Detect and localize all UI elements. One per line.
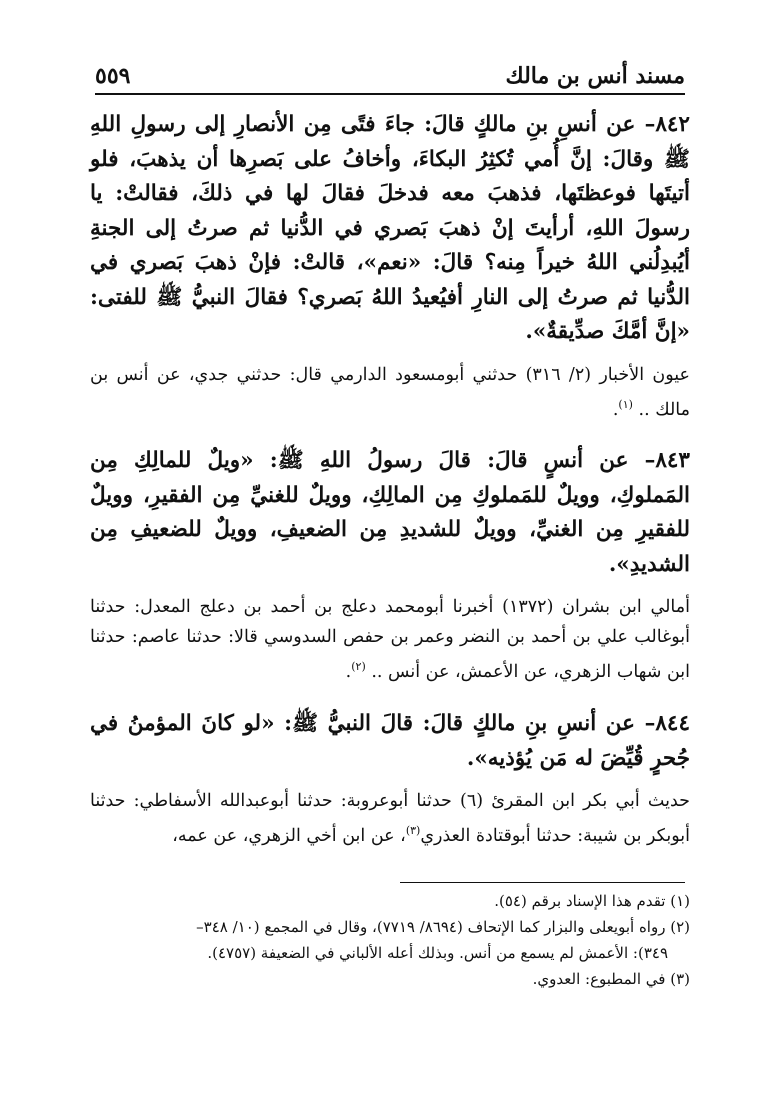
hadith-843 — [90, 444, 690, 582]
footnotes — [90, 888, 690, 992]
hadith-844-source — [90, 786, 690, 851]
running-title: مسند أنس بن مالك — [505, 63, 685, 89]
hadith-number: ٨٤٢– — [644, 112, 690, 137]
footnote-divider — [400, 882, 685, 883]
footnote-2-continuation: ٣٤٩): الأعمش لم يسمع من أنس. وبذلك أعله الألباني في الضعيفة (٤٧٥٧). — [207, 944, 668, 962]
footnote-ref: (٣) — [405, 824, 421, 838]
footnote-2: (٢) رواه أبويعلى والبزار كما الإتحاف (٨٦٩٤/ ٧٧١٩)، وقال في المجمع (١٠/ ٣٤٨– — [196, 918, 690, 936]
hadith-number: ٨٤٤– — [644, 711, 690, 737]
hadith-842 — [90, 108, 690, 350]
main-content — [90, 100, 690, 851]
hadith-844 — [90, 707, 690, 776]
source-citation: حديث أبي بكر ابن المقرئ (٦) حدثنا أبوعروبة: حدثنا أبوعبدالله الأسفاطي: حدثنا أبوبكر بن شيبة: حدثنا أبوقتادة العذري — [90, 791, 690, 846]
hadith-number: ٨٤٣– — [644, 448, 690, 474]
source-citation-tail: ، عن ابن أخي الزهري، عن عمه، — [172, 825, 406, 846]
source-citation: عيون الأخبار (٢/ ٣١٦) حدثني أبومسعود الدارمي قال: حدثني جدي، عن أنس بن مالك .. — [90, 364, 690, 420]
page-header — [95, 62, 685, 90]
source-citation: أمالي ابن بشران (١٣٧٢) أخبرنا أبومحمد دعلج بن أحمد بن دعلج المعدل: حدثنا أبوغالب علي بن أحمد بن النضر وعمر بن حفص السدوسي قالا: حدثنا عاصم: حدثنا ابن شهاب الزهري، عن الأعمش، عن أنس .. — [90, 597, 690, 683]
page-number: ٥٥٩ — [95, 63, 131, 89]
footnote-ref: (١) — [618, 397, 633, 411]
footnote-ref: (٢) — [351, 660, 366, 674]
footnote-3: (٣) في المطبوع: العدوي. — [532, 970, 690, 988]
hadith-843-source: أمالي ابن بشران (١٣٧٢) أخبرنا أبومحمد دعلج بن أحمد بن دعلج المعدل: حدثنا أبوغالب علي بن أحمد بن النضر وعمر بن حفص السدوسي قالا: حدثنا عاصم: حدثنا ابن شهاب الزهري، عن الأعمش، عن أنس .. $^{(٢)}$. — [90, 597, 690, 683]
hadith-body: عن أنسِ بنِ مالكٍ قالَ: جاءَ فتًى مِن الأنصارِ إلى رسولِ اللهِ ﷺ وقالَ: إنَّ أُمي تُكثِرُ البكاءَ، وأخافُ على بَصرِها أن يذهبَ، فلو أتيتَها فوعظتَها، فذهبَ معه فدخلَ فقالَ لها في ذلكَ، فقالتْ: يا رسولَ اللهِ، أرأيتَ إنْ ذهبَ بَصري في الدُّنيا ثم صرتُ إلى الجنةِ أيُبدِلُني اللهُ خيراً مِنه؟ قالَ: «نعم»، قالتْ: فإنْ ذهبَ بَصري في الدُّنيا ثم صرتُ إلى النارِ أفيُعيدُ اللهُ بَصري؟ فقالَ النبيُّ ﷺ للفتى: «إنَّ أمَّكَ صدِّيقةٌ». — [90, 112, 690, 344]
hadith-body: عن أنسِ بنِ مالكٍ قالَ: قالَ النبيُّ ﷺ: «لو كانَ المؤمنُ في جُحرٍ قُيِّضَ له مَن يُؤذيه». — [90, 711, 690, 771]
hadith-842-source: عيون الأخبار (٢/ ٣١٦) حدثني أبومسعود الدارمي قال: حدثني جدي، عن أنس بن مالك .. $^{(١)}$. — [90, 364, 690, 420]
hadith-body: عن أنسٍ قالَ: قالَ رسولُ اللهِ ﷺ: «ويلٌ للمالِكِ مِن المَملوكِ، وويلٌ للمَملوكِ مِن المالِكِ، وويلٌ للغنيِّ مِن الفقيرِ، وويلٌ للفقيرِ مِن الغنيِّ، وويلٌ للشديدِ مِن الضعيفِ، وويلٌ للضعيفِ مِن الشديدِ». — [90, 448, 690, 577]
header-divider — [95, 93, 685, 95]
footnote-1: (١) تقدم هذا الإسناد برقم (٥٤). — [494, 892, 690, 910]
